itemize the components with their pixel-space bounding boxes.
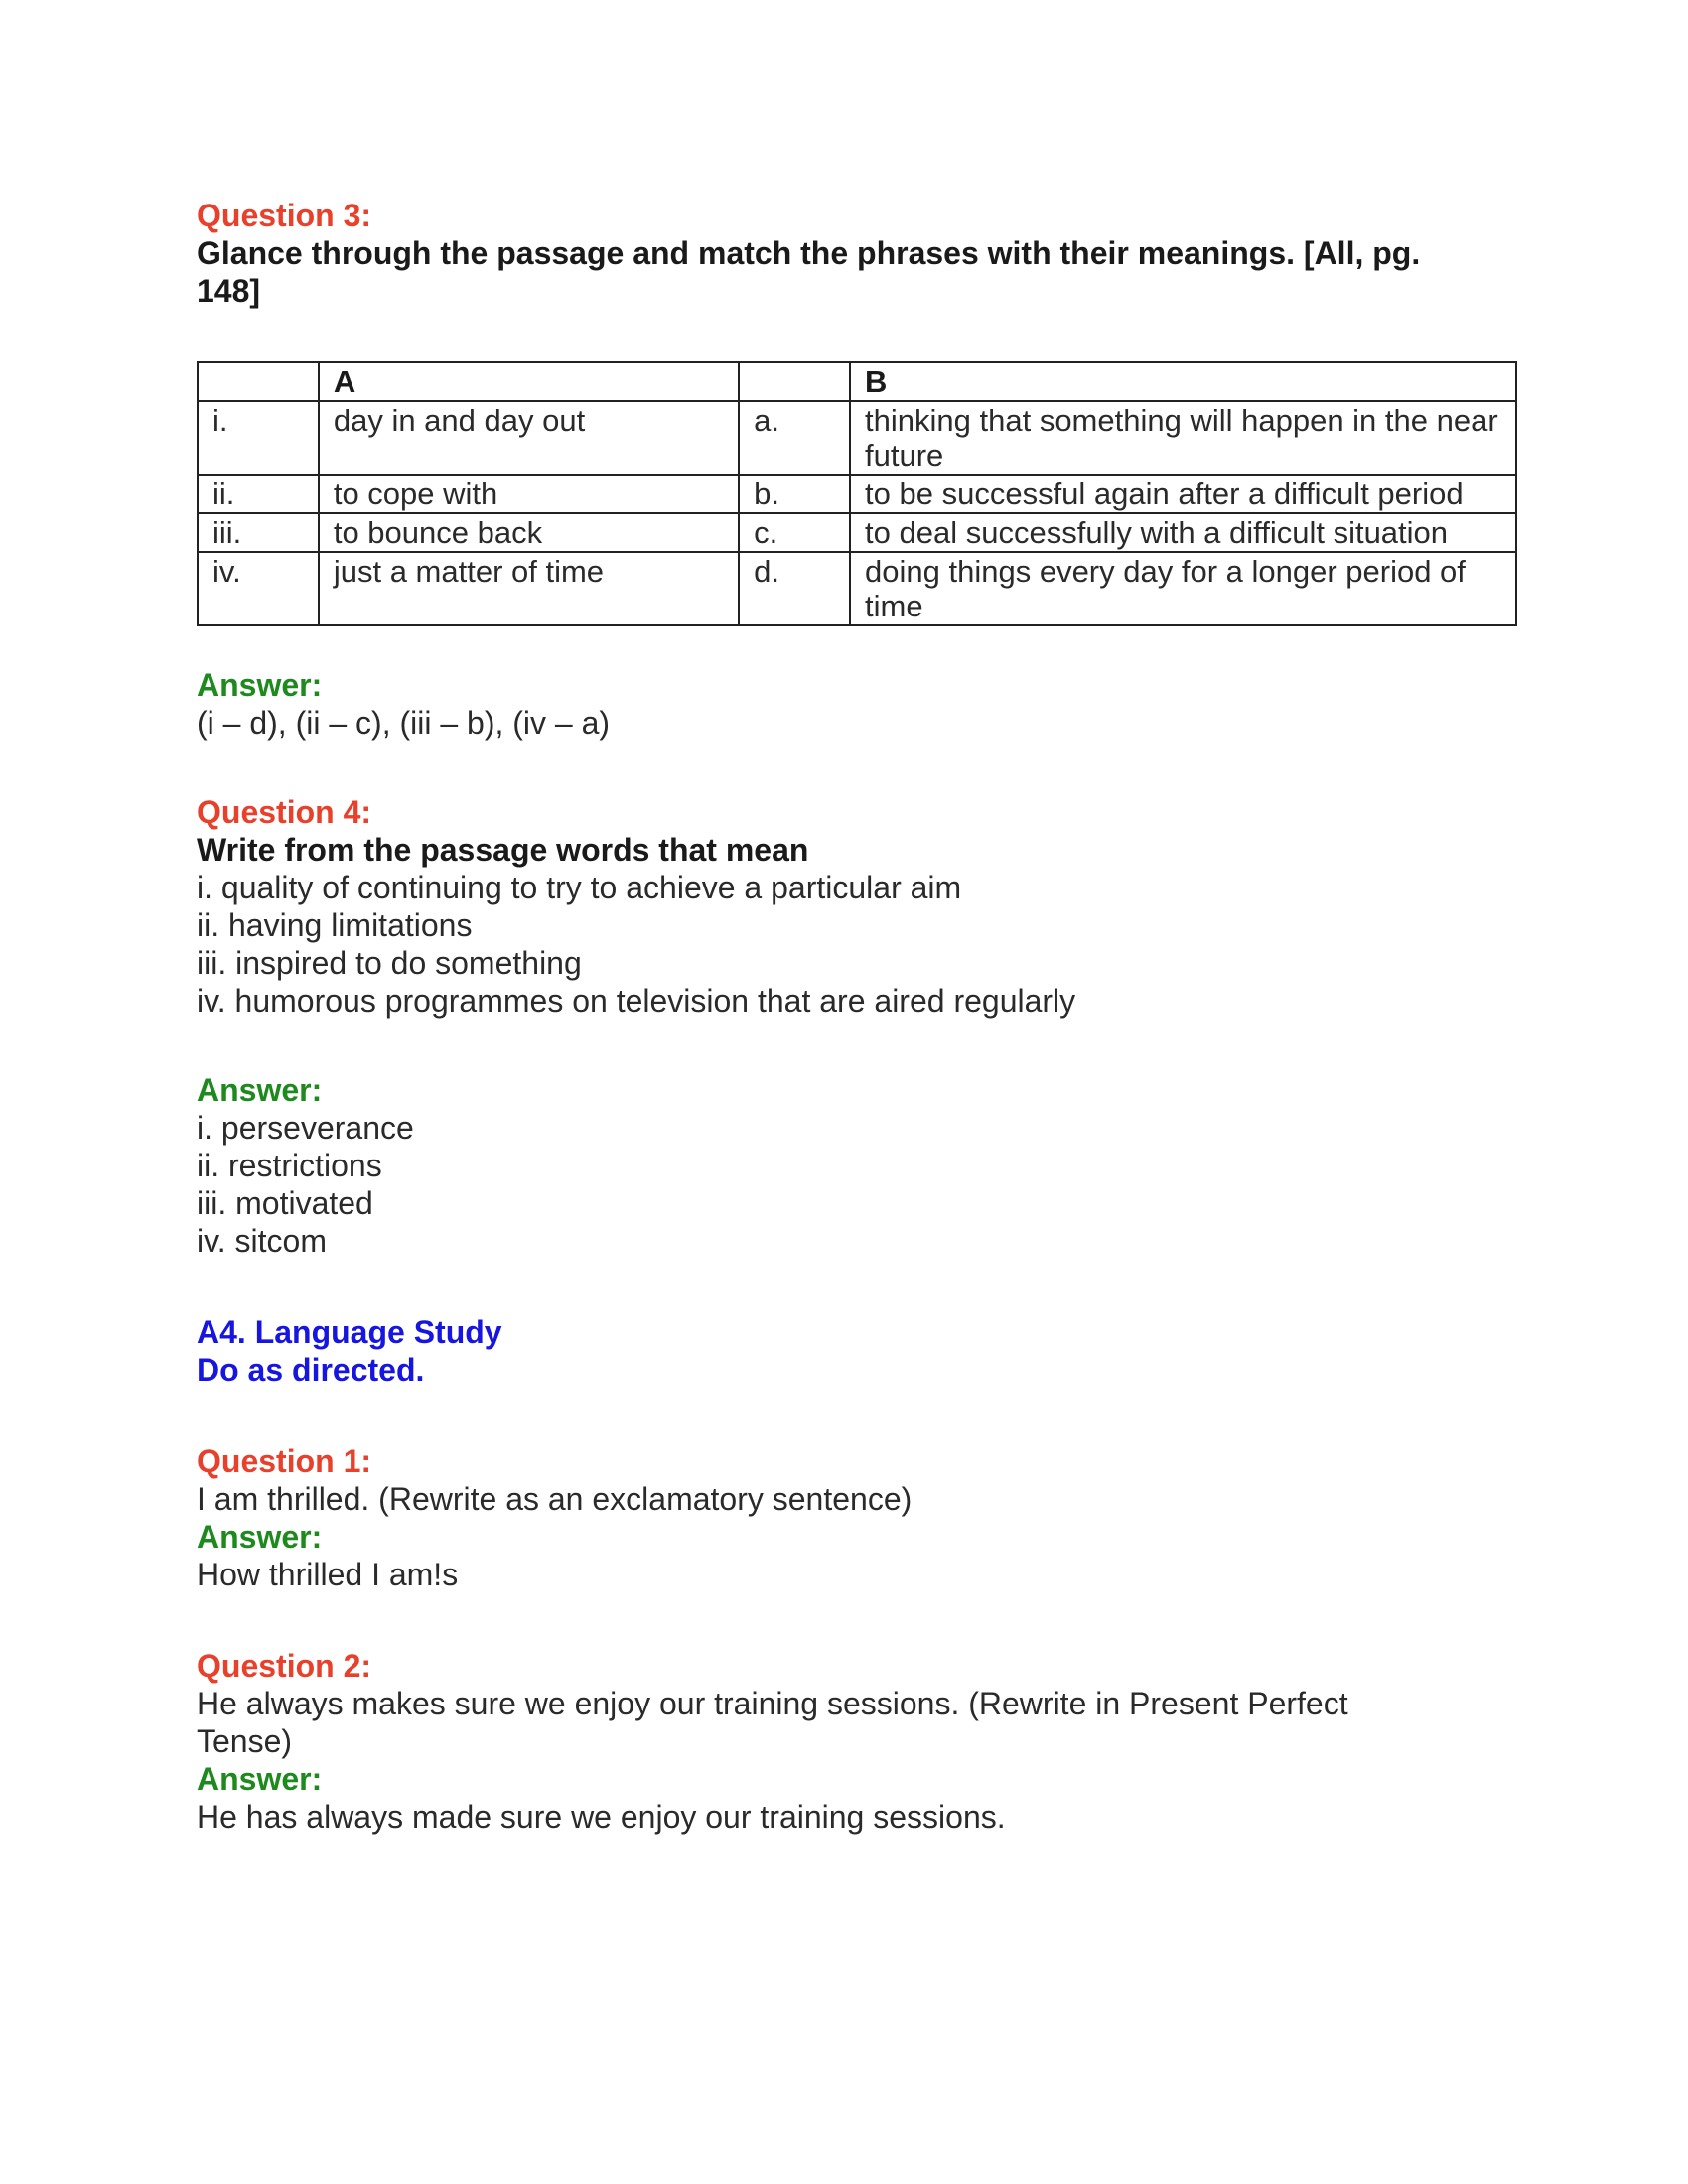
row-meaning: doing things every day for a longer period of time (850, 552, 1516, 625)
match-table (197, 361, 1517, 626)
header-cell (739, 362, 850, 401)
question-4-answer-label: Answer: (197, 1072, 323, 1108)
table-row (198, 552, 1516, 625)
question-4-answer: ii. restrictions (197, 1148, 382, 1183)
question-4-answer: iv. sitcom (197, 1223, 327, 1259)
language-question-1-answer: How thrilled I am!s (197, 1557, 459, 1592)
row-letter: d. (739, 552, 850, 625)
question-4-item: ii. having limitations (197, 907, 473, 943)
language-question-1-answer-label: Answer: (197, 1519, 323, 1555)
header-cell-a: A (319, 362, 739, 401)
language-question-1-prompt: I am thrilled. (Rewrite as an exclamatory sentence) (197, 1481, 913, 1517)
language-question-2-answer: He has always made sure we enjoy our training sessions. (197, 1799, 1006, 1835)
language-question-2-prompt-line2: Tense) (197, 1723, 293, 1759)
table-row (198, 513, 1516, 552)
row-meaning: to be successful again after a difficult period (850, 475, 1516, 513)
table-row (198, 475, 1516, 513)
question-3-answer-label: Answer: (197, 667, 323, 703)
language-question-2-answer-label: Answer: (197, 1761, 323, 1797)
language-question-2-title: Question 2: (197, 1648, 372, 1684)
question-4-item: i. quality of continuing to try to achieve a particular aim (197, 870, 962, 905)
question-3-answer: (i – d), (ii – c), (iii – b), (iv – a) (197, 705, 611, 741)
question-4-item: iv. humorous programmes on television that are aired regularly (197, 983, 1076, 1019)
question-4-prompt: Write from the passage words that mean (197, 832, 809, 868)
row-phrase: to cope with (319, 475, 739, 513)
row-phrase: day in and day out (319, 401, 739, 475)
question-3-title: Question 3: (197, 198, 372, 233)
language-question-2-prompt-line1: He always makes sure we enjoy our training sessions. (Rewrite in Present Perfect (197, 1686, 1348, 1721)
section-title: A4. Language Study (197, 1314, 502, 1350)
row-letter: b. (739, 475, 850, 513)
row-meaning: thinking that something will happen in the near future (850, 401, 1516, 475)
question-4-item: iii. inspired to do something (197, 945, 582, 981)
row-phrase: to bounce back (319, 513, 739, 552)
row-letter: a. (739, 401, 850, 475)
table-row (198, 401, 1516, 475)
row-letter: c. (739, 513, 850, 552)
question-3-prompt-line1: Glance through the passage and match the phrases with their meanings. [All, pg. (197, 235, 1421, 271)
question-3-prompt-line2: 148] (197, 273, 261, 309)
section-subtitle: Do as directed. (197, 1352, 425, 1388)
document-page (197, 197, 1517, 1836)
row-number: i. (198, 401, 319, 475)
question-4-answer: iii. motivated (197, 1185, 373, 1221)
row-number: iii. (198, 513, 319, 552)
header-cell-b: B (850, 362, 1516, 401)
row-number: ii. (198, 475, 319, 513)
question-4-title: Question 4: (197, 794, 372, 830)
header-cell (198, 362, 319, 401)
row-meaning: to deal successfully with a difficult situation (850, 513, 1516, 552)
question-4-answer: i. perseverance (197, 1110, 414, 1146)
language-question-1-title: Question 1: (197, 1443, 372, 1479)
row-phrase: just a matter of time (319, 552, 739, 625)
match-table-header (198, 362, 1516, 401)
row-number: iv. (198, 552, 319, 625)
